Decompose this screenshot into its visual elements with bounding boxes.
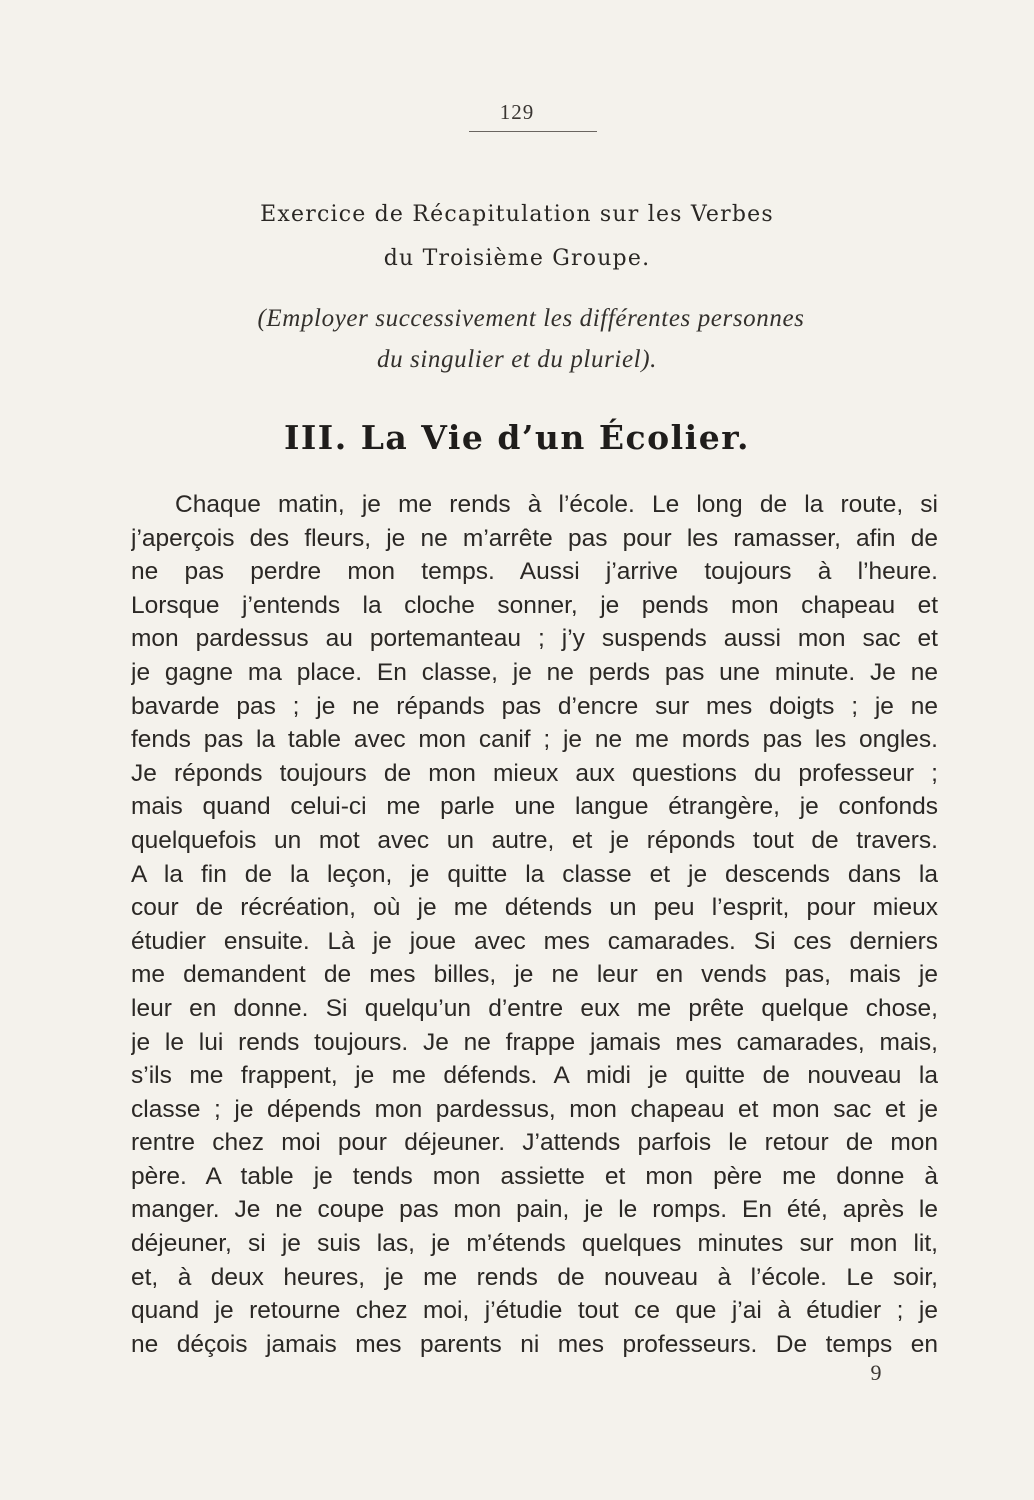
body-line-12: A la fin de la leçon, je quitte la classe et je descends dans la (131, 860, 938, 888)
body-line-4: Lorsque j’entends la cloche sonner, je pends mon chapeau et (131, 591, 938, 619)
body-line-6: je gagne ma place. En classe, je ne perds pas une minute. Je ne (131, 658, 938, 686)
page-number-rule (469, 131, 597, 132)
body-line-25: quand je retourne chez moi, j’étudie tout ce que j’ai à étudier ; je (131, 1297, 938, 1325)
body-line-2: j’aperçois des fleurs, je ne m’arrête pas pour les ramasser, afin de (131, 524, 938, 552)
body-line-20: rentre chez moi pour déjeuner. J’attends parfois le retour de mon (131, 1129, 938, 1157)
body-line-16: leur en donne. Si quelqu’un d’entre eux me prête quelque chose, (131, 994, 938, 1022)
body-line-14: étudier ensuite. Là je joue avec mes camarades. Si ces derniers (131, 927, 938, 955)
body-line-8: fends pas la table avec mon canif ; je ne me mords pas les ongles. (131, 726, 938, 754)
instructions-line-1: (Employer successivement les différentes personnes (257, 305, 805, 332)
body-line-10: mais quand celui-ci me parle une langue étrangère, je confonds (131, 793, 938, 821)
body-line-21: père. A table je tends mon assiette et mon père me donne à (131, 1162, 938, 1190)
exercise-heading-line-2: du Troisième Groupe. (383, 246, 651, 271)
body-line-26: ne déçois jamais mes parents ni mes professeurs. De temps en (131, 1330, 938, 1358)
body-line-22: manger. Je ne coupe pas mon pain, je le romps. En été, après le (131, 1196, 938, 1224)
body-line-13: cour de récréation, où je me détends un peu l’esprit, pour mieux (131, 894, 938, 922)
instructions-line-2: du singulier et du pluriel). (377, 346, 657, 373)
exercise-heading-line-1: Exercice de Récapitulation sur les Verbes (260, 202, 774, 227)
page-number: 129 (499, 100, 535, 124)
body-line-11: quelquefois un mot avec un autre, et je réponds tout de travers. (131, 826, 938, 854)
body-line-18: s’ils me frappent, je me défends. A midi je quitte de nouveau la (131, 1062, 938, 1090)
body-line-7: bavarde pas ; je ne répands pas d’encre sur mes doigts ; je ne (131, 692, 938, 720)
body-paragraph (131, 488, 938, 1361)
section-title: III. La Vie d’un Écolier. (283, 418, 751, 457)
body-line-5: mon pardessus au portemanteau ; j’y suspends aussi mon sac et (131, 625, 938, 653)
body-line-24: et, à deux heures, je me rends de nouveau à l’école. Le soir, (131, 1263, 938, 1291)
body-line-9: Je réponds toujours de mon mieux aux questions du professeur ; (131, 759, 938, 787)
body-line-3: ne pas perdre mon temps. Aussi j’arrive toujours à l’heure. (131, 558, 938, 586)
body-line-17: je le lui rends toujours. Je ne frappe jamais mes camarades, mais, (131, 1028, 938, 1056)
body-line-23: déjeuner, si je suis las, je m’étends quelques minutes sur mon lit, (131, 1230, 938, 1258)
body-line-1: Chaque matin, je me rends à l’école. Le long de la route, si (175, 491, 938, 518)
body-line-15: me demandent de mes billes, je ne leur en vends pas, mais je (131, 961, 938, 989)
signature-mark: 9 (870, 1360, 882, 1385)
body-line-19: classe ; je dépends mon pardessus, mon chapeau et mon sac et je (131, 1095, 938, 1123)
